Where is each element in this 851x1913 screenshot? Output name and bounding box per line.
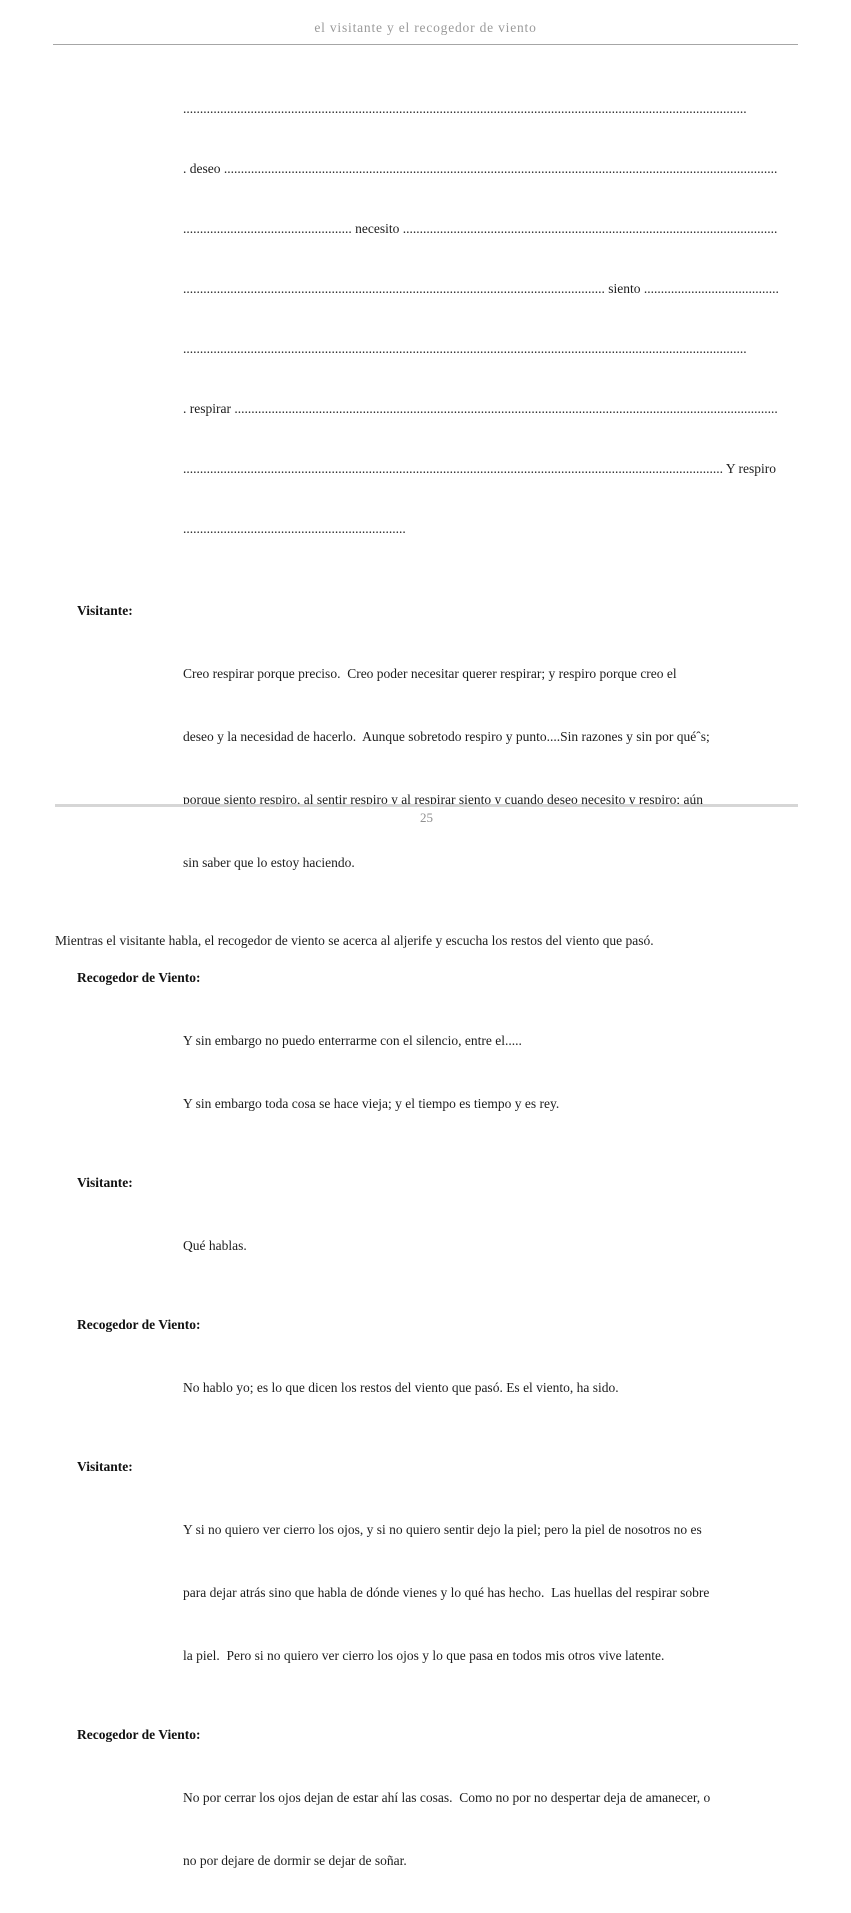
dotted-leader-block — [183, 59, 783, 579]
speaker-name: Visitante: — [77, 1459, 133, 1474]
dialogue-block-recogedor-2 — [55, 1314, 798, 1440]
dialogue-block-recogedor-1 — [55, 967, 798, 1156]
speech-line: Y sin embargo toda cosa se hace vieja; y el tiempo es tiempo y es rey. — [183, 1096, 560, 1111]
dialogue-block-visitante-2 — [55, 1172, 798, 1298]
dotted-line-short: .................................................................. — [183, 521, 406, 536]
speaker-name: Recogedor de Viento: — [77, 970, 201, 985]
speech-text — [183, 988, 787, 1156]
speech-line: Qué hablas. — [183, 1238, 247, 1253]
speech-line: No por cerrar los ojos dejan de estar ahí las cosas. Como no por no despertar deja de amanecer, o — [183, 1790, 711, 1805]
speaker-name: Recogedor de Viento: — [77, 1727, 201, 1742]
speech-line: sin saber que lo estoy haciendo. — [183, 855, 355, 870]
header-rule — [53, 44, 798, 45]
dotted-line-siento: ............................................................................................................................. siento ........................................ — [183, 281, 779, 296]
speech-line: la piel. Pero si no quiero ver cierro los ojos y lo que pasa en todos mis otros vive latente. — [183, 1648, 665, 1663]
speech-text — [183, 1745, 787, 1913]
speaker-name: Recogedor de Viento: — [77, 1317, 201, 1332]
page-footer — [55, 804, 798, 827]
dotted-line-deseo: . deseo .................................................................................................................................................................... — [183, 161, 778, 176]
page-number: 25 — [420, 810, 433, 825]
dotted-line-y-respiro: ................................................................................................................................................................ Y respiro — [183, 461, 776, 476]
dotted-line: ....................................................................................................................................................................... — [183, 101, 747, 116]
speech-line: para dejar atrás sino que habla de dónde vienes y lo qué has hecho. Las huellas del respirar sobre — [183, 1585, 710, 1600]
speech-line: deseo y la necesidad de hacerlo. Aunque sobretodo respiro y punto....Sin razones y sin por quéˆs; — [183, 729, 710, 744]
dotted-line-respirar: . respirar ................................................................................................................................................................. — [183, 401, 778, 416]
dialogue-block-visitante-1 — [55, 600, 798, 915]
speech-text — [183, 1335, 787, 1440]
dialogue-block-visitante-3 — [55, 1456, 798, 1708]
dialogue-block-recogedor-3 — [55, 1724, 798, 1913]
dotted-line-necesito: .................................................. necesito ............................................................................................................... — [183, 221, 778, 236]
page-content — [55, 59, 798, 1913]
speech-line: Creo respirar porque preciso. Creo poder necesitar querer respirar; y respiro porque creo el — [183, 666, 677, 681]
speech-text — [183, 1477, 787, 1708]
dotted-line: ....................................................................................................................................................................... — [183, 341, 747, 356]
speech-text — [183, 1193, 787, 1298]
speech-text — [183, 621, 787, 915]
speaker-name: Visitante: — [77, 603, 133, 618]
speech-line: No hablo yo; es lo que dicen los restos del viento que pasó. Es el viento, ha sido. — [183, 1380, 619, 1395]
stage-direction: Mientras el visitante habla, el recogedor de viento se acerca al aljerife y escucha los restos del viento que pasó. — [55, 933, 654, 948]
speech-line: no por dejare de dormir se dejar de soñar. — [183, 1853, 407, 1868]
speaker-name: Visitante: — [77, 1175, 133, 1190]
running-head-title: el visitante y el recogedor de viento — [314, 20, 537, 35]
speech-line: Y si no quiero ver cierro los ojos, y si no quiero sentir dejo la piel; pero la piel de nosotros no es — [183, 1522, 702, 1537]
speech-line: porque siento respiro, al sentir respiro y al respirar siento y cuando deseo necesito y respiro; aún — [183, 792, 703, 807]
speech-line: Y sin embargo no puedo enterrarme con el silencio, entre el..... — [183, 1033, 522, 1048]
